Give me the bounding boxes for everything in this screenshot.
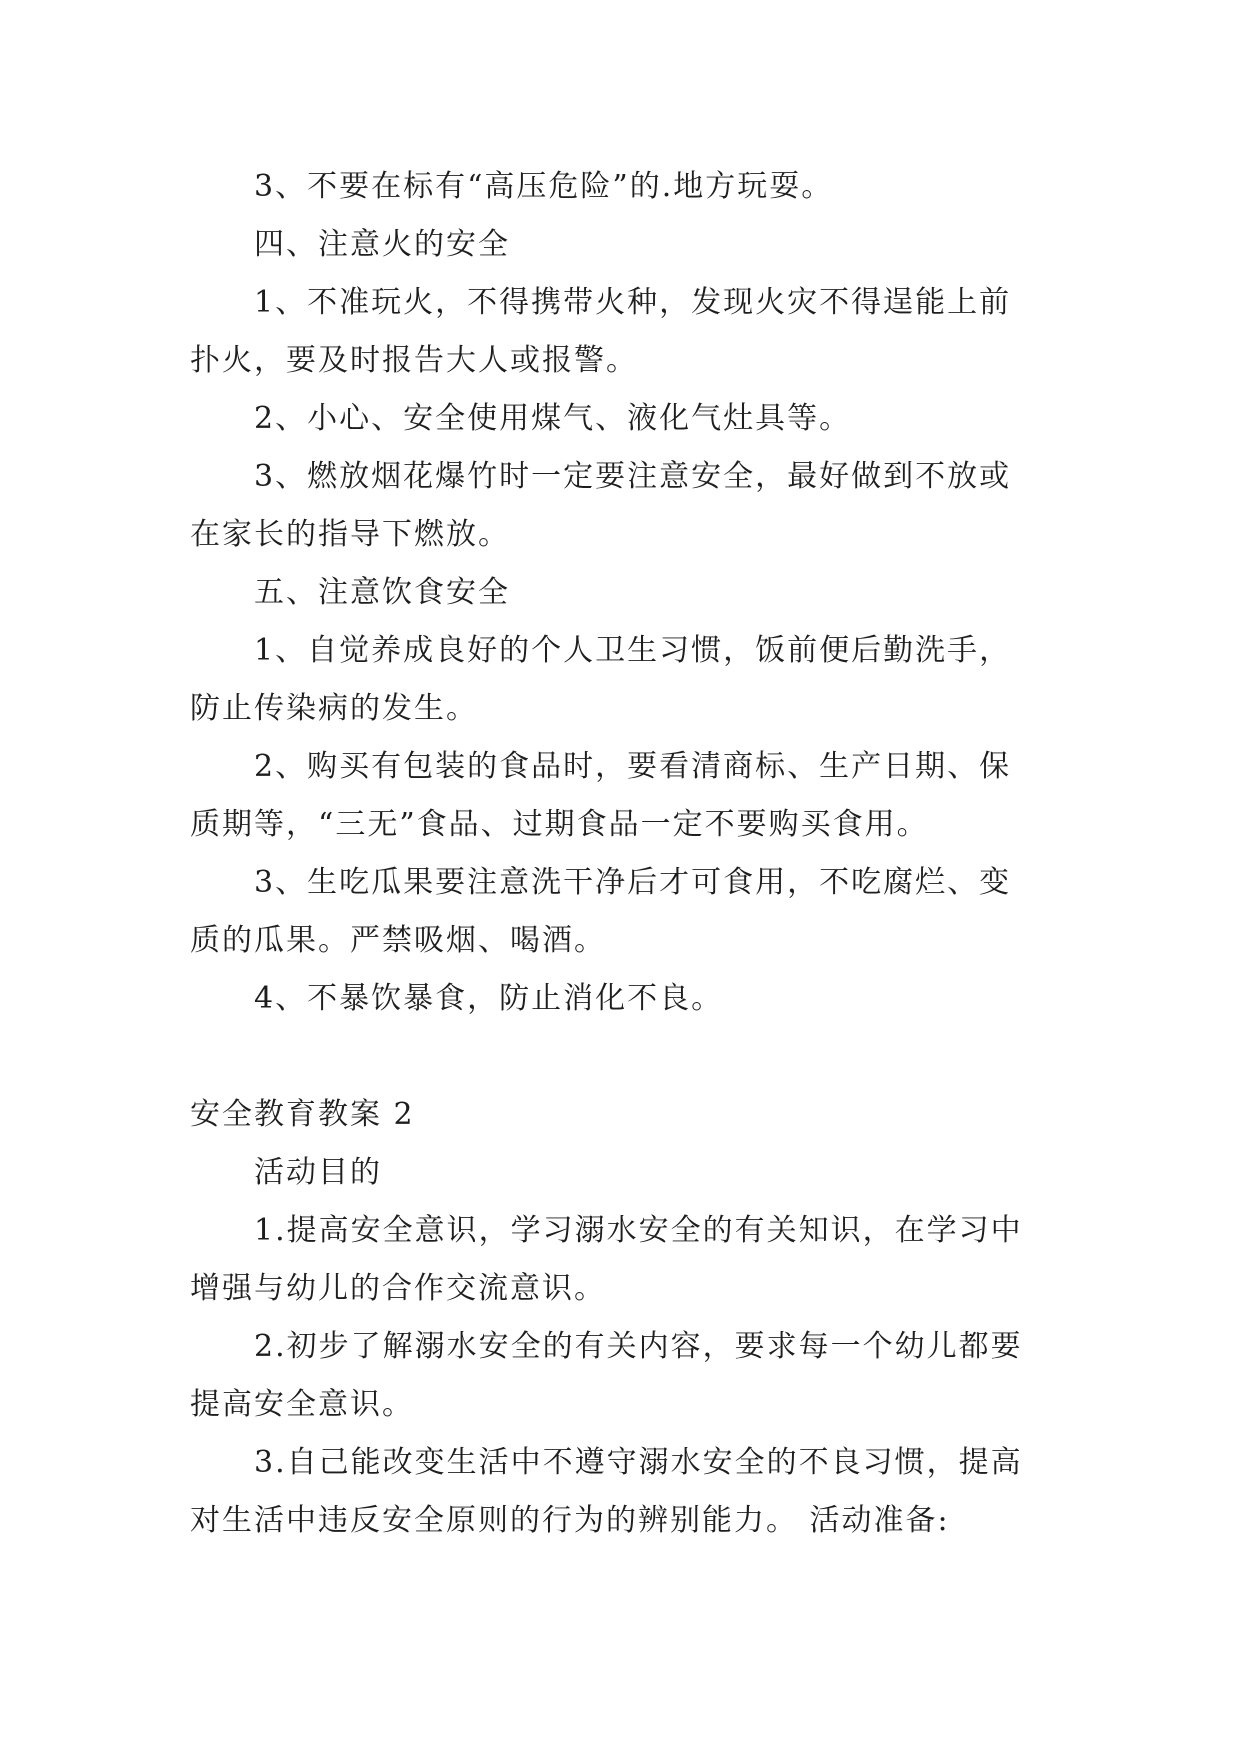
paragraph-line: 3、生吃瓜果要注意洗干净后才可食用，不吃腐烂、变 (254, 865, 1012, 900)
paragraph-fire-1 (190, 274, 1050, 390)
paragraph-line: 1、自觉养成良好的个人卫生习惯，饭前便后勤洗手， (254, 633, 1012, 668)
paragraph-line: 质的瓜果。严禁吸烟、喝酒。 (190, 923, 606, 958)
paragraph-line: 增强与幼儿的合作交流意识。 (190, 1271, 606, 1306)
paragraph-fire-2: 2、小心、安全使用煤气、液化气灶具等。 (254, 401, 852, 436)
paragraph-food-1 (190, 622, 1050, 738)
paragraph-line: 扑火，要及时报告大人或报警。 (190, 343, 638, 378)
paragraph-line: 提高安全意识。 (190, 1387, 414, 1422)
document-body (190, 158, 1050, 1550)
paragraph-food-4: 4、不暴饮暴食，防止消化不良。 (254, 981, 724, 1016)
paragraph-line: 1、不准玩火，不得携带火种，发现火灾不得逞能上前 (254, 285, 1012, 320)
paragraph-line: 3、燃放烟花爆竹时一定要注意安全，最好做到不放或 (254, 459, 1012, 494)
section-title: 安全教育教案 2 (190, 1097, 415, 1132)
paragraph-line: 在家长的指导下燃放。 (190, 517, 510, 552)
paragraph-line: 2、购买有包装的食品时，要看清商标、生产日期、保 (254, 749, 1012, 784)
paragraph-line: 防止传染病的发生。 (190, 691, 478, 726)
paragraph-goal-3 (190, 1434, 1050, 1550)
paragraph-food-2 (190, 738, 1050, 854)
paragraph-line: 3.自己能改变生活中不遵守溺水安全的不良习惯，提高 (254, 1445, 1023, 1480)
heading-fire-safety: 四、注意火的安全 (254, 227, 510, 262)
paragraph-line: 2.初步了解溺水安全的有关内容，要求每一个幼儿都要 (254, 1329, 1023, 1364)
paragraph-food-3 (190, 854, 1050, 970)
paragraph-high-voltage: 3、不要在标有“高压危险”的.地方玩耍。 (254, 169, 834, 204)
paragraph-line: 对生活中违反安全原则的行为的辨别能力。 活动准备: (190, 1503, 950, 1538)
paragraph-goal-2 (190, 1318, 1050, 1434)
paragraph-fire-3 (190, 448, 1050, 564)
paragraph-line: 质期等，“三无”食品、过期食品一定不要购买食用。 (190, 807, 929, 842)
paragraph-line: 1.提高安全意识，学习溺水安全的有关知识，在学习中 (254, 1213, 1023, 1248)
heading-food-safety: 五、注意饮食安全 (254, 575, 510, 610)
paragraph-goal-1 (190, 1202, 1050, 1318)
heading-activity-goals: 活动目的 (254, 1155, 382, 1190)
